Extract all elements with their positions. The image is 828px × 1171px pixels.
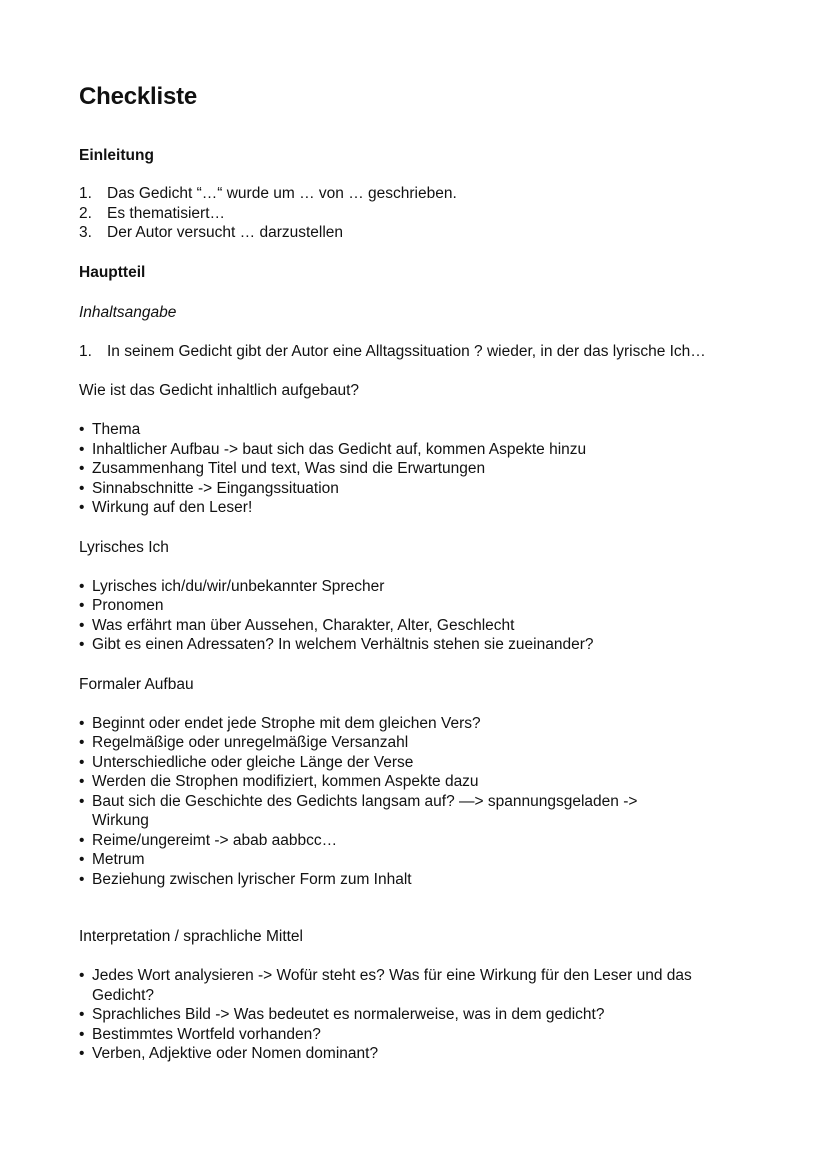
bullet: • [79, 421, 85, 438]
list-item: 1. In seinem Gedicht gibt der Autor eine Alltagssituation ? wieder, in der das lyrische Ich… [79, 342, 706, 360]
list-item: • Metrum [79, 851, 145, 868]
section-heading-einleitung: Einleitung [79, 147, 154, 164]
bullet: • [79, 753, 85, 771]
list-item: • Beziehung zwischen lyrischer Form zum Inhalt [79, 870, 412, 888]
section-heading-formaler-aufbau: Formaler Aufbau [79, 675, 194, 693]
interpretation-list [79, 966, 749, 1064]
list-item: 1. Das Gedicht “…“ wurde um … von … geschrieben. [79, 185, 457, 202]
inhaltsangabe-list [79, 342, 729, 362]
bullet: • [79, 1025, 85, 1043]
bullet: • [79, 597, 85, 614]
list-item: • Sprachliches Bild -> Was bedeutet es normalerweise, was in dem gedicht? [79, 1006, 605, 1023]
item-number: 1. [79, 342, 92, 360]
page-title: Checkliste [79, 83, 198, 110]
bullet: • [79, 851, 85, 868]
item-number: 1. [79, 185, 92, 202]
list-item: 3. Der Autor versucht … darzustellen [79, 224, 344, 241]
list-item: • Lyrisches ich/du/wir/unbekannter Sprecher [79, 577, 385, 595]
bullet: • [79, 831, 85, 849]
document-page [79, 82, 759, 1064]
bullet: • [79, 734, 85, 751]
bullet: • [79, 1045, 85, 1062]
list-item: • Reime/ungereimt -> abab aabbcc… [79, 831, 338, 849]
list-item: • Werden die Strophen modifiziert, kommen Aspekte dazu [79, 773, 479, 790]
bullet: • [79, 460, 85, 477]
bullet: • [79, 636, 85, 653]
list-item: • Thema [79, 421, 141, 438]
item-number: 2. [79, 204, 92, 222]
list-item: • Baut sich die Geschichte des Gedichts langsam auf? —> spannungsgeladen -> Wirkung [79, 792, 638, 829]
bullet: • [79, 714, 85, 732]
bullet: • [79, 792, 85, 810]
list-item: • Wirkung auf den Leser! [79, 499, 253, 516]
bullet: • [79, 440, 85, 458]
list-item: • Verben, Adjektive oder Nomen dominant? [79, 1045, 379, 1062]
list-item: • Sinnabschnitte -> Eingangssituation [79, 479, 339, 497]
bullet: • [79, 479, 85, 497]
list-item: • Zusammenhang Titel und text, Was sind die Erwartungen [79, 460, 486, 477]
bullet: • [79, 773, 85, 790]
list-item: • Bestimmtes Wortfeld vorhanden? [79, 1025, 321, 1043]
bullet: • [79, 616, 85, 634]
question-inhaltlich: Wie ist das Gedicht inhaltlich aufgebaut? [79, 382, 360, 399]
list-item: • Was erfährt man über Aussehen, Charakter, Alter, Geschlecht [79, 616, 515, 634]
subheading-inhaltsangabe: Inhaltsangabe [79, 303, 177, 321]
lyrisches-ich-list [79, 577, 759, 655]
list-item: • Unterschiedliche oder gleiche Länge der Verse [79, 753, 414, 771]
bullet: • [79, 870, 85, 888]
aufbau-list [79, 420, 759, 518]
section-heading-hauptteil: Hauptteil [79, 263, 146, 281]
item-number: 3. [79, 224, 92, 241]
list-item: • Regelmäßige oder unregelmäßige Versanzahl [79, 734, 409, 751]
list-item: • Pronomen [79, 597, 164, 614]
bullet: • [79, 967, 85, 984]
section-heading-interpretation: Interpretation / sprachliche Mittel [79, 928, 303, 945]
list-item: • Jedes Wort analysieren -> Wofür steht es? Was für eine Wirkung für den Leser und das Gedicht? [79, 967, 692, 1004]
bullet: • [79, 1006, 85, 1023]
list-item: • Beginnt oder endet jede Strophe mit dem gleichen Vers? [79, 714, 481, 732]
bullet: • [79, 499, 85, 516]
list-item: • Inhaltlicher Aufbau -> baut sich das Gedicht auf, kommen Aspekte hinzu [79, 440, 587, 458]
bullet: • [79, 577, 85, 595]
einleitung-list [79, 184, 759, 243]
formaler-aufbau-list [79, 714, 694, 890]
section-heading-lyrisches-ich: Lyrisches Ich [79, 538, 169, 556]
list-item: • Gibt es einen Adressaten? In welchem Verhältnis stehen sie zueinander? [79, 636, 594, 653]
list-item: 2. Es thematisiert… [79, 204, 226, 222]
